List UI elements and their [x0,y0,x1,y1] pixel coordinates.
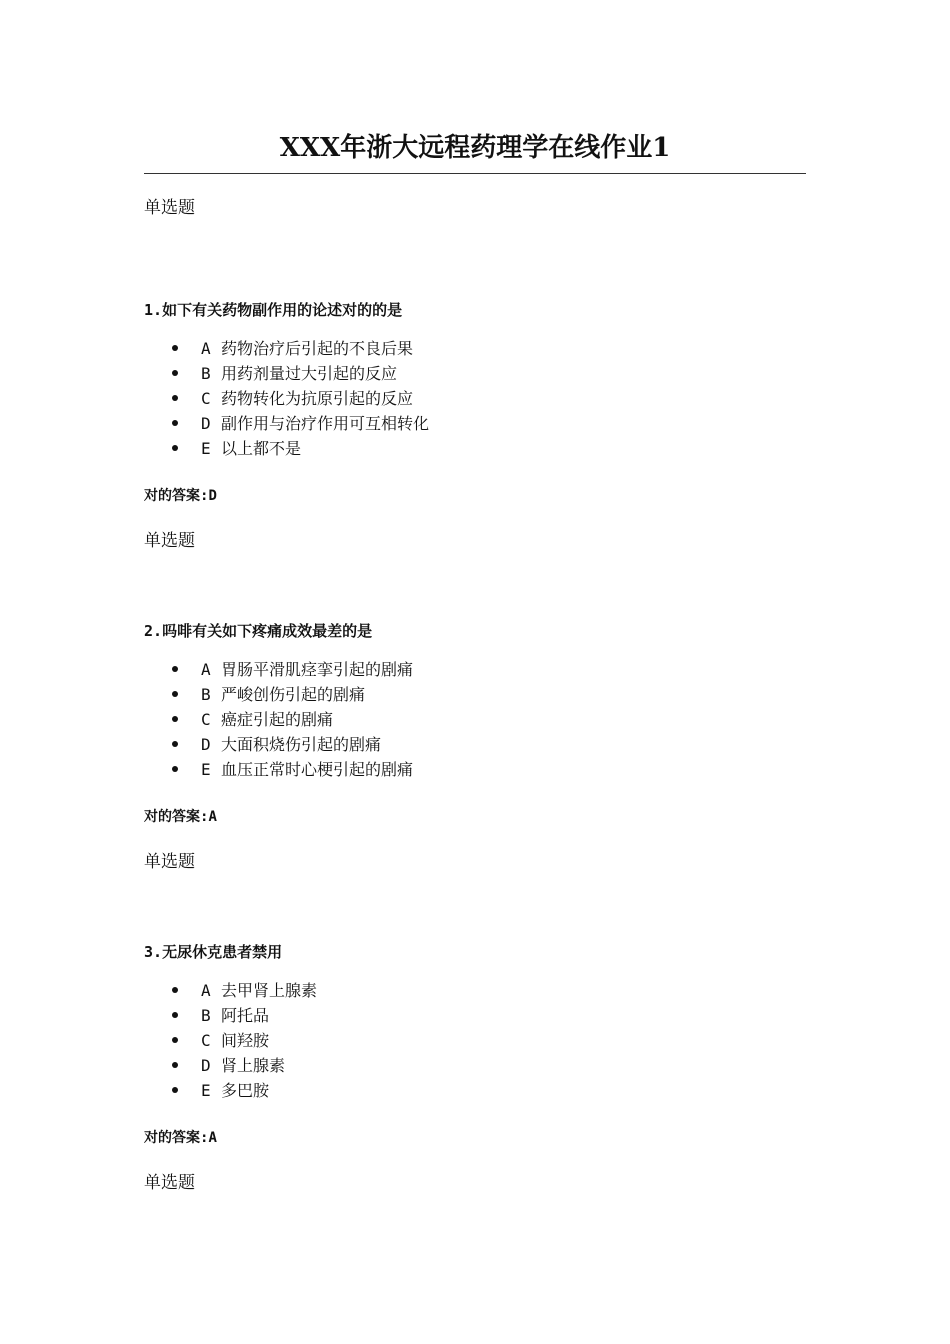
bullet-icon [172,370,178,376]
bullet-icon [172,1037,178,1043]
title-divider [144,173,806,174]
question-block [144,619,806,828]
question-block [144,940,806,1149]
document-content [144,194,806,1197]
options-list [144,657,806,782]
section-type-label: 单选题 [144,531,195,551]
section-type-label: 单选题 [144,1173,195,1193]
option-item: E 血压正常时心梗引起的剧痛 [144,757,806,782]
option-item: D 大面积烧伤引起的剧痛 [144,732,806,757]
option-item: D 副作用与治疗作用可互相转化 [144,411,806,436]
option-item: A 药物治疗后引起的不良后果 [144,336,806,361]
bullet-icon [172,1012,178,1018]
document-title: XXX年浙大远程药理学在线作业1 [279,133,671,163]
option-item: E 以上都不是 [144,436,806,461]
question-block [144,298,806,507]
bullet-icon [172,1087,178,1093]
question-text: 3.无尿休克患者禁用 [144,943,283,961]
bullet-icon [172,716,178,722]
correct-answer: 对的答案:A [144,809,217,825]
options-list [144,336,806,461]
bullet-icon [172,395,178,401]
bullet-icon [172,766,178,772]
question-text: 1.如下有关药物副作用的论述对的的是 [144,301,403,319]
option-item: C 间羟胺 [144,1028,806,1053]
options-list [144,978,806,1103]
correct-answer: 对的答案:A [144,1130,217,1146]
bullet-icon [172,445,178,451]
option-item: C 药物转化为抗原引起的反应 [144,386,806,411]
option-item: A 胃肠平滑肌痉挛引起的剧痛 [144,657,806,682]
option-item: A 去甲肾上腺素 [144,978,806,1003]
correct-answer: 对的答案:D [144,488,217,504]
option-item: D 肾上腺素 [144,1053,806,1078]
option-item: B 用药剂量过大引起的反应 [144,361,806,386]
bullet-icon [172,1062,178,1068]
option-item: C 癌症引起的剧痛 [144,707,806,732]
bullet-icon [172,987,178,993]
bullet-icon [172,420,178,426]
bullet-icon [172,691,178,697]
option-item: B 阿托品 [144,1003,806,1028]
option-item: E 多巴胺 [144,1078,806,1103]
section-type-label: 单选题 [144,198,195,218]
question-text: 2.吗啡有关如下疼痛成效最差的是 [144,622,373,640]
bullet-icon [172,345,178,351]
option-item: B 严峻创伤引起的剧痛 [144,682,806,707]
section-type-label: 单选题 [144,852,195,872]
bullet-icon [172,666,178,672]
bullet-icon [172,741,178,747]
